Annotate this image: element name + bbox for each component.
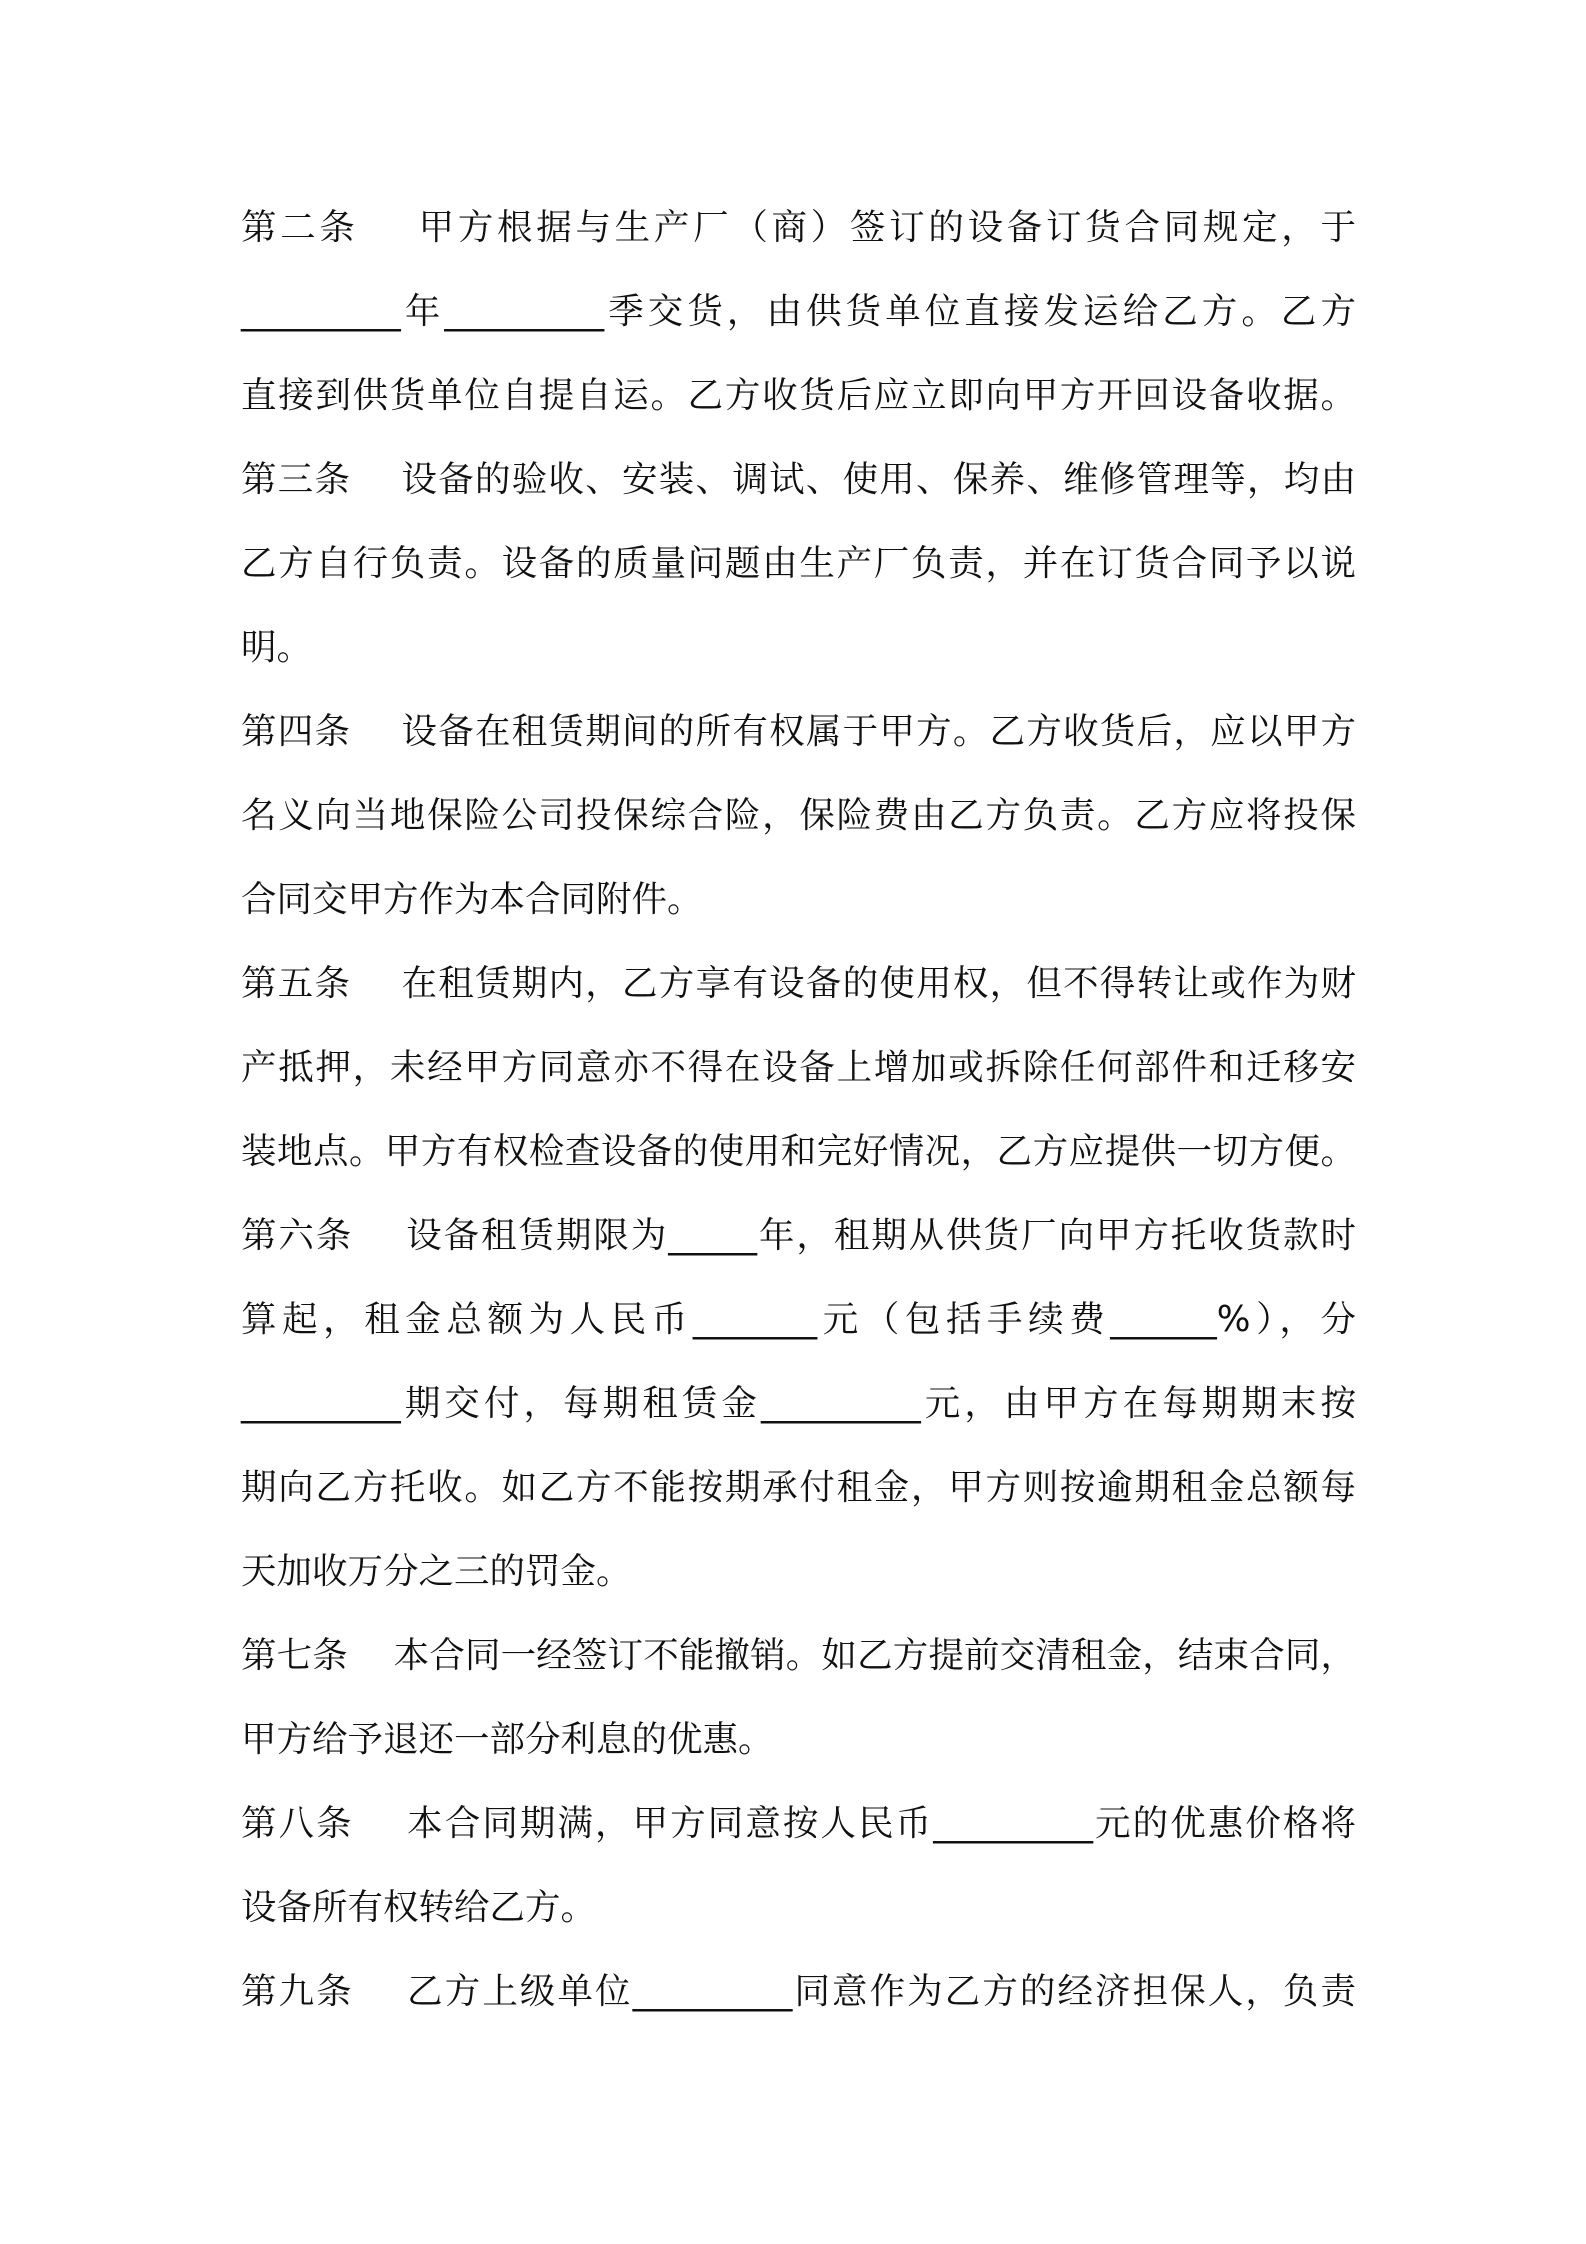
text-line: _________期交付，每期租赁金_________元，由甲方在每期期末按 [241,1383,1356,1424]
text-line: 装地点。甲方有权检查设备的使用和完好情况，乙方应提供一切方便。 [241,1131,1356,1172]
text-line: 名义向当地保险公司投保综合险，保险费由乙方负责。乙方应将投保 [241,795,1356,836]
document-page [241,0,1356,2244]
text-line: 产抵押，未经甲方同意亦不得在设备上增加或拆除任何部件和迁移安 [241,1047,1356,1088]
text-line: 第六条 设备租赁期限为_____年，租期从供货厂向甲方托收货款时 [241,1215,1356,1256]
text-line: 第五条 在租赁期内，乙方享有设备的使用权，但不得转让或作为财 [241,963,1356,1004]
text-line: 第七条 本合同一经签订不能撤销。如乙方提前交清租金，结束合同， [241,1635,1356,1676]
text-line: 天加收万分之三的罚金。 [241,1551,632,1592]
text-line: 第八条 本合同期满，甲方同意按人民币_________元的优惠价格将 [241,1803,1356,1844]
text-line: 合同交甲方作为本合同附件。 [241,879,703,920]
text-line: 期向乙方托收。如乙方不能按期承付租金，甲方则按逾期租金总额每 [241,1467,1356,1508]
text-line: 第二条 甲方根据与生产厂（商）签订的设备订货合同规定，于 [241,207,1356,248]
text-line: 算起，租金总额为人民币_______元（包括手续费______%），分 [241,1299,1356,1340]
text-line: 直接到供货单位自提自运。乙方收货后应立即向甲方开回设备收据。 [241,375,1356,416]
text-line: 设备所有权转给乙方。 [241,1887,597,1928]
text-line: 明。 [241,627,313,668]
text-line: 甲方给予退还一部分利息的优惠。 [241,1719,774,1760]
text-line: 第四条 设备在租赁期间的所有权属于甲方。乙方收货后，应以甲方 [241,711,1356,752]
text-line: _________年_________季交货，由供货单位直接发运给乙方。乙方 [241,291,1356,332]
text-line: 第三条 设备的验收、安装、调试、使用、保养、维修管理等，均由 [241,459,1356,500]
text-line: 乙方自行负责。设备的质量问题由生产厂负责，并在订货合同予以说 [241,543,1356,584]
text-line: 第九条 乙方上级单位_________同意作为乙方的经济担保人，负责 [241,1971,1356,2012]
